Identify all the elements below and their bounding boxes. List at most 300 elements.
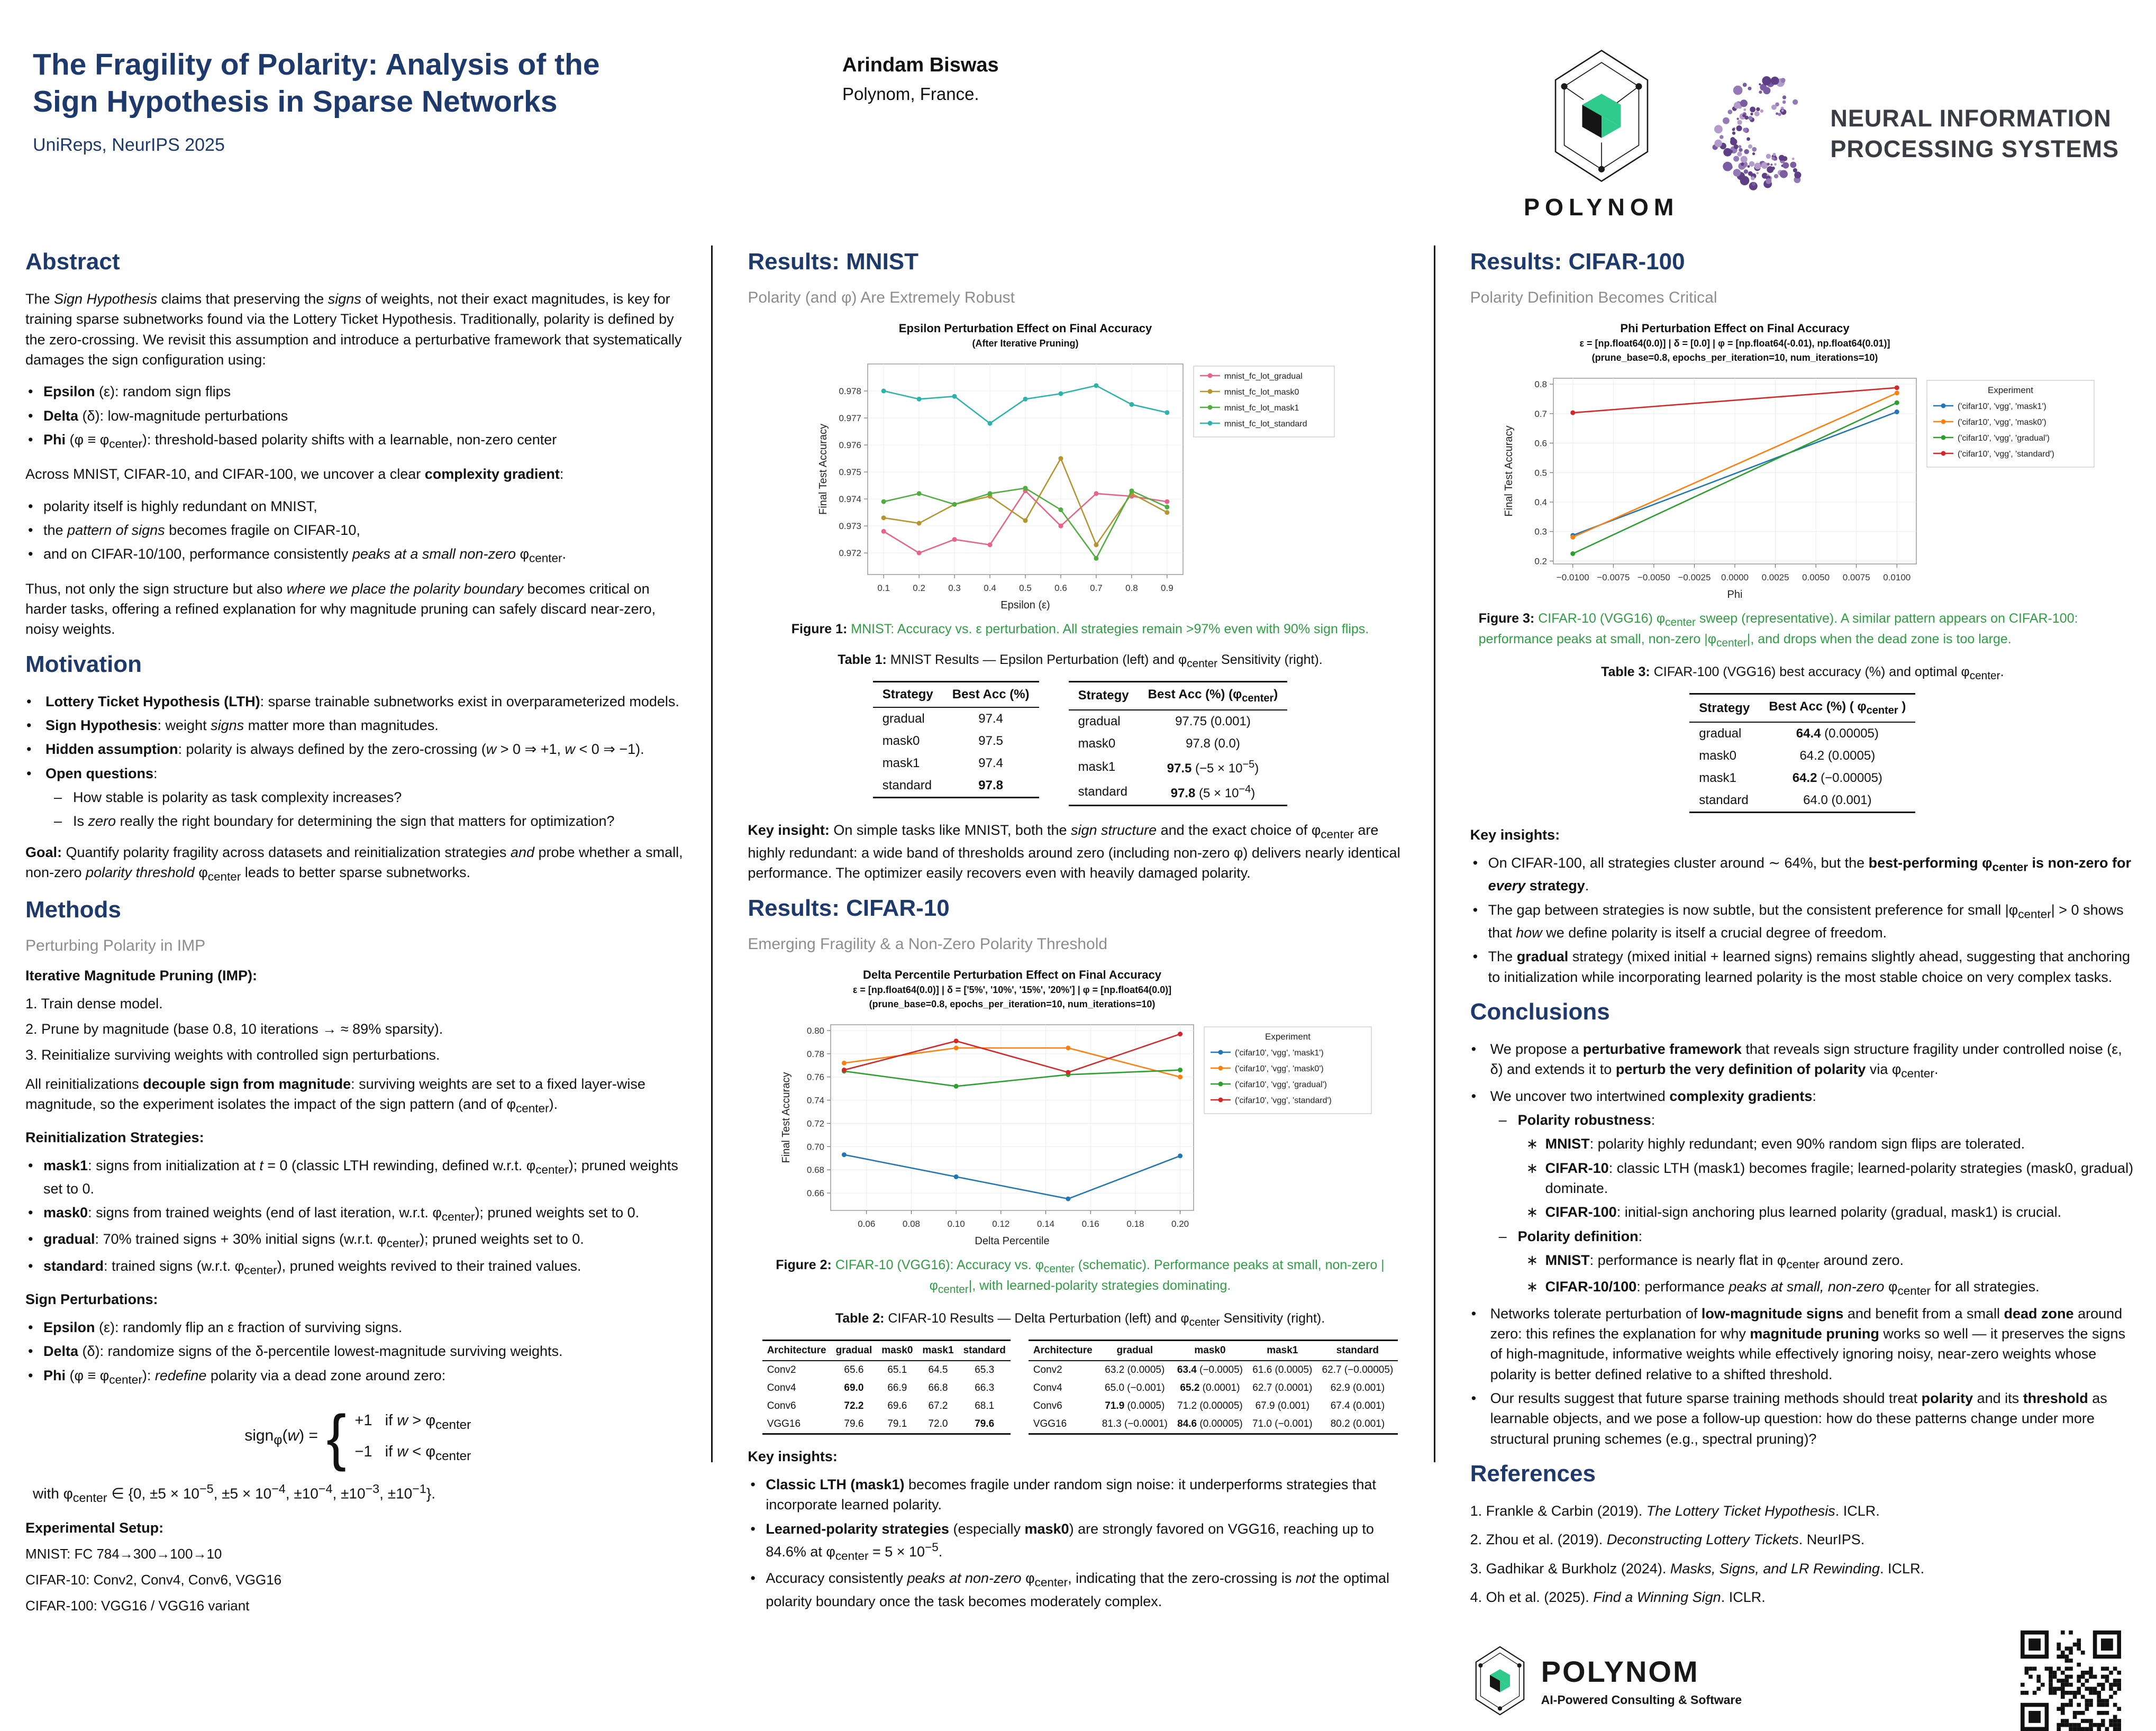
footer-polynom-text xyxy=(1541,1654,1742,1707)
abstract-heading: Abstract xyxy=(25,249,120,275)
venue: UniReps, NeurIPS 2025 xyxy=(33,135,225,156)
table-cell: 97.75 (0.001) xyxy=(1175,714,1251,728)
table-row xyxy=(1069,733,1288,755)
table-row xyxy=(762,1361,1011,1379)
table-cell: 79.6 xyxy=(844,1418,864,1430)
table-2-caption xyxy=(754,1311,1406,1329)
svg-text:ε = [np.float64(0.0)] | δ = [': ε = [np.float64(0.0)] | δ = ['5%', '10%', '15%', '20%'] | φ = [np.float64(0.0)] xyxy=(853,984,1172,995)
svg-text:0.8: 0.8 xyxy=(1534,379,1547,390)
table-row xyxy=(762,1397,1011,1415)
svg-text:0.4: 0.4 xyxy=(1534,497,1547,507)
logos xyxy=(1524,47,2119,221)
table-mnist-phi-sensitivity xyxy=(1069,681,1288,806)
table-cell: 71.0 (−0.001) xyxy=(1252,1418,1313,1430)
svg-text:0.7: 0.7 xyxy=(1534,408,1547,419)
svg-text:('cifar10', 'vgg', 'mask1'): ('cifar10', 'vgg', 'mask1') xyxy=(1957,402,2046,411)
table-row xyxy=(1689,767,1915,789)
author-name: Arindam Biswas xyxy=(842,54,999,76)
svg-text:0.78: 0.78 xyxy=(807,1049,825,1059)
list-item: 1. Frankle & Carbin (2019). The Lottery Ticket Hypothesis. ICLR. xyxy=(1470,1502,1880,1519)
table-cell: mask0 xyxy=(1699,749,1736,763)
table-header-cell: Architecture xyxy=(1029,1341,1097,1361)
table-cell: 62.9 (0.001) xyxy=(1330,1382,1385,1394)
text-line: CIFAR-10: Conv2, Conv4, Conv6, VGG16 xyxy=(25,1572,282,1588)
figure-1-caption xyxy=(756,620,1404,639)
svg-text:0.08: 0.08 xyxy=(903,1218,921,1229)
perturbation-bullets xyxy=(25,1317,690,1388)
list-item: • On CIFAR-100, all strategies cluster around ∼ 64%, but the best-performing $\varphi_{center}$ is non-zero for every strategy. xyxy=(1470,853,2135,896)
list-item: ∗ MNIST: performance is nearly flat in $\varphi_{center}$ around zero. xyxy=(1526,1252,1904,1271)
table-cell: standard xyxy=(1699,793,1749,808)
table-cell: 97.8 xyxy=(978,778,1003,792)
svg-text:0.66: 0.66 xyxy=(807,1188,825,1198)
table-row xyxy=(1069,755,1288,780)
table-cell: Conv2 xyxy=(767,1364,796,1376)
table-cell: 81.3 (−0.0001) xyxy=(1102,1418,1168,1430)
mnist-key-insight: Key insight: On simple tasks like MNIST, both the sign structure and the exact choice of $\varphi_{center}$ are highly redundant: a wide band of thresholds around zero (including non-zero φ) delivers nearly identical performance. The optimizer easily recovers even with heavily damaged polarity. xyxy=(748,822,1400,881)
table-cell: Conv6 xyxy=(767,1400,796,1412)
column-left xyxy=(0,245,711,1614)
cifar100-key-insights xyxy=(1470,853,2135,987)
list-item: • Lottery Ticket Hypothesis (LTH): sparse trainable subnetworks exist in overparameterized models. xyxy=(26,693,679,709)
svg-text:0.9: 0.9 xyxy=(1161,583,1174,593)
table-header-cell: mask1 xyxy=(1248,1341,1317,1361)
table-cell: mask0 xyxy=(882,734,920,748)
figure-2-chart xyxy=(748,966,1412,1252)
svg-text:Final Test Accuracy: Final Test Accuracy xyxy=(780,1072,793,1163)
table-row xyxy=(873,730,1039,752)
table-cell: 69.6 xyxy=(887,1400,907,1412)
svg-text:Experiment: Experiment xyxy=(1987,385,2033,395)
svg-text:Phi Perturbation Effect on Fin: Phi Perturbation Effect on Final Accuracy xyxy=(1620,322,1850,335)
svg-text:Delta Percentile: Delta Percentile xyxy=(975,1235,1050,1247)
title-line-2: Sign Hypothesis in Sparse Networks xyxy=(33,84,558,119)
table-row xyxy=(873,775,1039,798)
svg-text:('cifar10', 'vgg', 'standard'): ('cifar10', 'vgg', 'standard') xyxy=(1235,1096,1332,1105)
chart-cifar100-phi xyxy=(1498,320,2107,605)
table-cell: 97.8 (0.0) xyxy=(1186,736,1240,751)
svg-text:0.1: 0.1 xyxy=(877,583,890,593)
svg-text:0.12: 0.12 xyxy=(992,1218,1010,1229)
table-cifar10-phi-sensitivity xyxy=(1029,1340,1398,1435)
table-cell: 97.5 xyxy=(978,734,1003,748)
svg-text:mnist_fc_lot_standard: mnist_fc_lot_standard xyxy=(1224,420,1308,429)
svg-text:mnist_fc_lot_mask0: mnist_fc_lot_mask0 xyxy=(1224,388,1299,397)
cifar10-key-insights xyxy=(748,1474,1412,1611)
reinit-heading: Reinitialization Strategies: xyxy=(25,1129,204,1146)
table-cell: 71.2 (0.00005) xyxy=(1177,1400,1243,1412)
svg-text:0.3: 0.3 xyxy=(948,583,961,593)
table-row xyxy=(873,752,1039,775)
table-row xyxy=(1689,789,1915,813)
svg-text:('cifar10', 'vgg', 'gradual'): ('cifar10', 'vgg', 'gradual') xyxy=(1235,1080,1327,1089)
svg-text:0.72: 0.72 xyxy=(807,1118,825,1129)
conclusions-list xyxy=(1470,1039,2135,1449)
list-item: • standard: trained signs (w.r.t. $\varphi_{center}$), pruned weights revived to their trained values. xyxy=(25,1256,690,1279)
table-cell: 64.0 (0.001) xyxy=(1803,793,1872,808)
column-middle xyxy=(711,245,1433,1609)
table-cell: 65.0 (−0.001) xyxy=(1105,1382,1165,1394)
reinit-bullets xyxy=(25,1155,690,1279)
table-1-caption-text: MNIST Results — Epsilon Perturbation (left) and $\varphi_{center}$ Sensitivity (right). xyxy=(890,652,1323,670)
table-cell: 62.7 (−0.00005) xyxy=(1322,1364,1394,1376)
list-item: • Accuracy consistently peaks at non-zero $\varphi_{center}$, indicating that the zero-crossing is not the optimal polarity boundary once the task becomes moderately complex. xyxy=(748,1568,1412,1611)
title-block xyxy=(33,47,774,156)
table-cell: 63.4 (−0.0005) xyxy=(1177,1364,1243,1376)
table-header-cell: gradual xyxy=(831,1341,877,1361)
neurips-text-line1: NEURAL INFORMATION xyxy=(1830,104,2112,132)
references-list xyxy=(1470,1501,2135,1607)
table-row xyxy=(1689,722,1915,745)
table-row xyxy=(1029,1397,1398,1415)
table-header-cell: standard xyxy=(959,1341,1011,1361)
figure-3-label: Figure 3: xyxy=(1478,611,1535,626)
table-row xyxy=(1069,710,1288,733)
text-line: +1 if $w > \varphi_{center}$ xyxy=(354,1411,471,1432)
cifar100-key-insights-heading: Key insights: xyxy=(1470,827,1560,843)
table-2-label: Table 2: xyxy=(835,1311,885,1326)
table-cell: 62.7 (0.0001) xyxy=(1252,1382,1313,1394)
table-cifar10-delta xyxy=(762,1340,1011,1435)
results-cifar10-heading: Results: CIFAR-10 xyxy=(748,895,950,921)
data-table xyxy=(762,1340,1011,1435)
table-row xyxy=(873,707,1039,730)
svg-text:Delta Percentile Perturbation: Delta Percentile Perturbation Effect on Final Accuracy xyxy=(863,968,1162,981)
table-2-caption-text: CIFAR-10 Results — Delta Perturbation (left) and $\varphi_{center}$ Sensitivity (right). xyxy=(888,1311,1325,1329)
table-cell: mask1 xyxy=(882,756,920,770)
list-item: ∗ CIFAR-100: initial-sign anchoring plus learned polarity (gradual, mask1) is crucial. xyxy=(1526,1204,2062,1220)
table-cell: 67.4 (0.001) xyxy=(1330,1400,1385,1412)
list-item: 2. Zhou et al. (2019). Deconstructing Lottery Tickets. NeurIPS. xyxy=(1470,1532,1865,1548)
svg-text:0.7: 0.7 xyxy=(1090,583,1103,593)
polynom-hexagon-icon xyxy=(1549,47,1654,185)
svg-text:(prune_base=0.8, epochs_per_it: (prune_base=0.8, epochs_per_iteration=10, num_iterations=10) xyxy=(1591,352,1878,363)
references-heading: References xyxy=(1470,1460,1596,1487)
list-item: • Learned-polarity strategies (especially mask0) are strongly favored on VGG16, reaching up to 84.6% at $\varphi_{center} = 5 \times 10^{-5}$. xyxy=(748,1519,1412,1565)
svg-text:Final Test Accuracy: Final Test Accuracy xyxy=(1503,425,1515,517)
table-cell: 64.2 (−0.00005) xyxy=(1792,771,1882,786)
setup-lines xyxy=(25,1546,690,1614)
footer-polynom-name: POLYNOM xyxy=(1541,1655,1699,1689)
svg-text:0.976: 0.976 xyxy=(839,440,862,451)
figure-1-label: Figure 1: xyxy=(791,622,848,636)
neurips-logo-text xyxy=(1830,103,2119,165)
svg-text:0.0050: 0.0050 xyxy=(1802,572,1830,582)
table-header-cell: mask1 xyxy=(917,1341,958,1361)
list-item: • Phi $(\varphi \equiv \varphi_{center})$: threshold-based polarity shifts with a learnable, non-zero center xyxy=(25,430,690,452)
list-item: • Phi $(\varphi \equiv \varphi_{center})$: redefine polarity via a dead zone around zero: xyxy=(25,1365,690,1388)
imp-steps xyxy=(25,994,690,1065)
table-cell: 64.4 (0.00005) xyxy=(1796,726,1879,741)
figure-1-chart xyxy=(748,320,1412,616)
svg-text:0.6: 0.6 xyxy=(1054,583,1068,593)
table-mnist-epsilon xyxy=(873,681,1039,798)
list-item: ∗ CIFAR-10/100: performance peaks at small, non-zero $\varphi_{center}$ for all strategies. xyxy=(1526,1279,2040,1298)
svg-text:('cifar10', 'vgg', 'standard'): ('cifar10', 'vgg', 'standard') xyxy=(1957,450,2054,459)
page-title xyxy=(33,47,774,120)
list-item: • polarity itself is highly redundant on MNIST, xyxy=(25,496,690,516)
table-cell: 61.6 (0.0005) xyxy=(1252,1364,1313,1376)
svg-text:0.972: 0.972 xyxy=(839,548,862,559)
svg-text:mnist_fc_lot_gradual: mnist_fc_lot_gradual xyxy=(1224,372,1303,381)
footer-polynom-tagline: AI-Powered Consulting & Software xyxy=(1541,1693,1742,1707)
table-cell: Conv4 xyxy=(767,1382,796,1394)
list-item: • Delta (δ): randomize signs of the δ-percentile lowest-magnitude surviving weights. xyxy=(25,1341,690,1361)
svg-text:0.8: 0.8 xyxy=(1125,583,1139,593)
list-item: • gradual: 70% trained signs + 30% initial signs (w.r.t. $\varphi_{center}$); pruned weights set to 0. xyxy=(25,1229,690,1252)
list-item: • We uncover two intertwined complexity gradients: xyxy=(1471,1088,1816,1104)
table-cell: 67.9 (0.001) xyxy=(1255,1400,1310,1412)
list-item: • Networks tolerate perturbation of low-magnitude signs and benefit from a small dead zone around zero: this refines the explanation for why magnitude pruning works so well — it preserves the signs of high-magnitude, informative weights while effectively ignoring noisy, near-zero weights whose polarity is better defined relative to a shifted threshold. xyxy=(1471,1305,2126,1382)
table-header-cell: Architecture xyxy=(762,1341,831,1361)
author-affiliation: Polynom, France. xyxy=(842,84,979,104)
goal-paragraph: Goal: Quantify polarity fragility across datasets and reinitialization strategies and probe whether a small, non-zero polarity threshold $\varphi_{center}$ leads to better sparse subnetworks. xyxy=(25,844,683,883)
svg-text:0.06: 0.06 xyxy=(858,1218,876,1229)
table-cell: 65.2 (0.0001) xyxy=(1180,1382,1240,1394)
svg-text:mnist_fc_lot_mask1: mnist_fc_lot_mask1 xyxy=(1224,404,1299,413)
svg-text:0.4: 0.4 xyxy=(984,583,997,593)
svg-text:0.973: 0.973 xyxy=(839,521,862,532)
text-line: 2. Prune by magnitude (base 0.8, 10 iterations → ≈ 89% sparsity). xyxy=(25,1021,443,1037)
svg-text:0.80: 0.80 xyxy=(807,1025,825,1036)
table-cell: mask0 xyxy=(1078,736,1116,751)
table-cell: mask1 xyxy=(1699,771,1736,786)
list-item: • Our results suggest that future sparse training methods should treat polarity and its threshold as learnable objects, and we pose a follow-up question: how do these patterns change under more structural pruning schemes (e.g., spectral pruning)? xyxy=(1471,1390,2107,1447)
data-table xyxy=(1689,693,1915,813)
svg-text:0.0075: 0.0075 xyxy=(1842,572,1870,582)
data-table xyxy=(1029,1340,1398,1435)
list-item: ∗ CIFAR-10: classic LTH (mask1) becomes fragile; learned-polarity strategies (mask0, gradual) dominate. xyxy=(1526,1160,2134,1197)
table-row xyxy=(762,1379,1011,1397)
svg-text:Experiment: Experiment xyxy=(1265,1031,1311,1042)
text-line: −1 if $w < \varphi_{center}$ xyxy=(354,1443,471,1463)
table-header-cell: mask0 xyxy=(1172,1341,1248,1361)
decouple-paragraph: All reinitializations decouple sign from magnitude: surviving weights are set to a fixed layer-wise magnitude, so the experiment isolates the impact of the sign pattern (and of $\varphi_{center}$). xyxy=(25,1076,645,1115)
list-item: • The gradual strategy (mixed initial + learned signs) remains slightly ahead, suggesting that anchoring to initialization while incorporating learned polarity is the most stable choice on very complex tasks. xyxy=(1470,946,2135,987)
phi-set-line: with $\varphi_{center}$ ∈ {0, $\pm 5 \times 10^{-5}$, $\pm 5 \times 10^{-4}$, $\pm 10^{-4}$, $\pm 10^{-3}$, $\pm 10^{-1}$}. xyxy=(33,1482,435,1505)
list-item: • Epsilon (ε): random sign flips xyxy=(25,381,690,402)
svg-text:0.6: 0.6 xyxy=(1534,438,1547,449)
svg-text:0.5: 0.5 xyxy=(1534,468,1547,478)
figure-1-caption-text: MNIST: Accuracy vs. ε perturbation. All strategies remain >97% even with 90% sign flips. xyxy=(851,622,1369,636)
table-1-row xyxy=(748,681,1412,806)
table-cifar100-best-acc xyxy=(1689,693,1915,813)
results-mnist-subtitle: Polarity (and φ) Are Extremely Robust xyxy=(748,289,1015,306)
list-item: • the pattern of signs becomes fragile on CIFAR-10, xyxy=(25,520,690,540)
svg-text:0.0025: 0.0025 xyxy=(1761,572,1789,582)
table-cell: 68.1 xyxy=(975,1400,995,1412)
polynom-logo-text: POLYNOM xyxy=(1524,194,1679,221)
text-line: MNIST: FC 784→300→100→10 xyxy=(25,1546,222,1562)
footer xyxy=(1470,1630,2135,1731)
list-item: • mask0: signs from trained weights (end of last iteration, w.r.t. $\varphi_{center}$); pruned weights set to 0. xyxy=(25,1202,690,1225)
author-block xyxy=(842,54,999,104)
table-header-cell: gradual xyxy=(1097,1341,1172,1361)
header xyxy=(0,0,2156,221)
figure-3-caption-text: CIFAR-10 (VGG16) $\varphi_{center}$ sweep (representative). A similar pattern appears on CIFAR-100: performance peaks at small, non-zero $|\varphi_{center}|$, and drops when the dead zone is too large. xyxy=(1478,611,2078,650)
svg-text:0.5: 0.5 xyxy=(1019,583,1032,593)
table-cell: 64.2 (0.0005) xyxy=(1799,749,1876,763)
table-cell: 66.9 xyxy=(887,1382,907,1394)
methods-heading: Methods xyxy=(25,897,121,923)
methods-subtitle: Perturbing Polarity in IMP xyxy=(25,937,206,955)
table-cell: 66.3 xyxy=(975,1382,995,1394)
table-1-caption xyxy=(754,652,1406,670)
svg-text:0.14: 0.14 xyxy=(1037,1218,1055,1229)
results-mnist-heading: Results: MNIST xyxy=(748,249,919,275)
table-cell: 79.6 xyxy=(975,1418,995,1430)
table-cell: 67.2 xyxy=(928,1400,948,1412)
svg-text:(After Iterative Pruning): (After Iterative Pruning) xyxy=(972,338,1079,349)
table-row xyxy=(1029,1361,1398,1379)
svg-text:0.10: 0.10 xyxy=(948,1218,966,1229)
text-line: 3. Reinitialize surviving weights with controlled sign perturbations. xyxy=(25,1046,440,1063)
list-item: • mask1: signs from initialization at t = 0 (classic LTH rewinding, defined w.r.t. $\varphi_{center}$); pruned weights set to 0. xyxy=(25,1155,690,1199)
table-cell: 65.3 xyxy=(975,1364,995,1376)
table-header-cell: Strategy xyxy=(873,682,943,708)
column-right xyxy=(1434,245,2156,1707)
figure-3-caption xyxy=(1479,609,2126,651)
abstract-paragraph-1: The Sign Hypothesis claims that preserving the signs of weights, not their exact magnitudes, is key for training sparse subnetworks found via the Lottery Ticket Hypothesis. Traditionally, polarity is defined by the zero-crossing. We revisit this assumption and introduce a perturbative framework that systematically damages the sign configuration using: xyxy=(25,291,682,368)
table-header-cell: mask0 xyxy=(877,1341,917,1361)
table-cell: mask1 xyxy=(1078,760,1116,775)
list-item: • The gap between strategies is now subtle, but the consistent preference for small $|\varphi_{center}| > 0$ shows that how we define polarity is itself a crucial degree of freedom. xyxy=(1470,900,2135,943)
title-line-1: The Fragility of Polarity: Analysis of the xyxy=(33,48,600,81)
table-cell: Conv4 xyxy=(1033,1382,1062,1394)
setup-heading: Experimental Setup: xyxy=(25,1520,164,1536)
table-cell: gradual xyxy=(1699,726,1742,741)
table-1-label: Table 1: xyxy=(838,652,887,667)
list-item: • and on CIFAR-10/100, performance consistently peaks at a small non-zero $\varphi_{center}$. xyxy=(25,544,690,567)
svg-text:0.3: 0.3 xyxy=(1534,526,1547,537)
svg-text:0.974: 0.974 xyxy=(839,494,862,505)
list-item: 3. Gadhikar & Burkholz (2024). Masks, Signs, and LR Rewinding. ICLR. xyxy=(1470,1560,1925,1577)
abstract-paragraph-3: Thus, not only the sign structure but also where we place the polarity boundary becomes critical on harder tasks, offering a refined explanation for why magnitude pruning can safely discard near-zero, noisy weights. xyxy=(25,580,656,637)
results-cifar100-heading: Results: CIFAR-100 xyxy=(1470,249,1685,275)
table-row xyxy=(1029,1379,1398,1397)
perturbations-heading: Sign Perturbations: xyxy=(25,1291,158,1307)
neurips-text-line2: PROCESSING SYSTEMS xyxy=(1830,135,2119,162)
figure-2-caption-text: CIFAR-10 (VGG16): Accuracy vs. $\varphi_{center}$ (schematic). Performance peaks at small, non-zero $|\varphi_{center}|$, with learned-polarity strategies dominating. xyxy=(835,1257,1385,1296)
table-header-cell: Strategy xyxy=(1069,682,1139,710)
list-item: – How stable is polarity as task complexity increases? xyxy=(54,789,402,805)
chart-mnist-epsilon xyxy=(813,320,1347,616)
list-item: • Hidden assumption: polarity is always defined by the zero-crossing (w > 0 ⇒ +1, w < 0 ⇒ −1). xyxy=(26,741,644,758)
data-table xyxy=(873,681,1039,798)
svg-text:0.2: 0.2 xyxy=(913,583,926,593)
text-line: 1. Train dense model. xyxy=(25,996,163,1012)
data-table xyxy=(1069,681,1288,806)
cifar10-key-insights-heading: Key insights: xyxy=(748,1448,838,1465)
table-cell: 71.9 (0.0005) xyxy=(1105,1400,1165,1412)
list-item: • We propose a perturbative framework that reveals sign structure fragility under controlled noise (ε, δ) and extends it to perturb the very definition of polarity via $\varphi_{center}$. xyxy=(1471,1041,2122,1080)
poster-body xyxy=(0,245,2156,1707)
svg-text:0.2: 0.2 xyxy=(1534,556,1547,567)
results-cifar100-subtitle: Polarity Definition Becomes Critical xyxy=(1470,289,1717,306)
svg-text:0.977: 0.977 xyxy=(839,413,862,424)
conclusions-heading: Conclusions xyxy=(1470,999,1610,1025)
svg-text:Phi: Phi xyxy=(1727,589,1743,600)
list-item: • Epsilon (ε): randomly flip an ε fraction of surviving signs. xyxy=(25,1317,690,1337)
table-cell: standard xyxy=(882,778,932,792)
svg-text:−0.0100: −0.0100 xyxy=(1556,572,1589,582)
svg-text:Final Test Accuracy: Final Test Accuracy xyxy=(817,424,830,515)
table-cell: Conv6 xyxy=(1033,1400,1062,1412)
table-cell: 65.6 xyxy=(844,1364,864,1376)
svg-text:−0.0050: −0.0050 xyxy=(1637,572,1670,582)
table-cell: 64.5 xyxy=(928,1364,948,1376)
figure-3-chart xyxy=(1470,320,2135,605)
svg-text:(prune_base=0.8, epochs_per_it: (prune_base=0.8, epochs_per_iteration=10, num_iterations=10) xyxy=(869,998,1156,1009)
abstract-paragraph-2: Across MNIST, CIFAR-10, and CIFAR-100, we uncover a clear complexity gradient: xyxy=(25,466,564,482)
motivation-heading: Motivation xyxy=(25,651,142,677)
svg-text:0.978: 0.978 xyxy=(839,386,862,397)
svg-text:Epsilon Perturbation Effect on: Epsilon Perturbation Effect on Final Accuracy xyxy=(899,322,1152,335)
list-item: • Sign Hypothesis: weight signs matter more than magnitudes. xyxy=(26,717,439,733)
table-row xyxy=(1069,780,1288,806)
list-item: • Classic LTH (mask1) becomes fragile under random sign noise: it underperforms strategies that incorporate learned polarity. xyxy=(748,1474,1412,1515)
table-cell: 69.0 xyxy=(844,1382,864,1394)
table-cell: gradual xyxy=(882,712,925,726)
table-cell: 63.2 (0.0005) xyxy=(1105,1364,1165,1376)
footer-polynom-logo xyxy=(1472,1645,1742,1717)
table-row xyxy=(762,1415,1011,1434)
table-cell: standard xyxy=(1078,785,1127,799)
text-line: CIFAR-100: VGG16 / VGG16 variant xyxy=(25,1598,250,1614)
list-item: – Polarity robustness: xyxy=(1498,1112,1655,1128)
table-cell: 84.6 (0.00005) xyxy=(1177,1418,1243,1430)
table-3-caption-text: CIFAR-100 (VGG16) best accuracy (%) and optimal $\varphi_{center}$. xyxy=(1653,664,2004,682)
svg-text:0.0000: 0.0000 xyxy=(1721,572,1749,582)
equation-brace: { xyxy=(326,1402,347,1472)
table-cell: 72.2 xyxy=(844,1400,864,1412)
chart-cifar10-delta xyxy=(776,966,1384,1252)
svg-text:0.975: 0.975 xyxy=(839,467,862,478)
table-cell: 65.1 xyxy=(887,1364,907,1376)
list-item: ∗ MNIST: polarity highly redundant; even 90% random sign flips are tolerated. xyxy=(1526,1136,2025,1152)
svg-text:('cifar10', 'vgg', 'gradual'): ('cifar10', 'vgg', 'gradual') xyxy=(1957,434,2050,443)
abstract-bullets-1 xyxy=(25,381,690,452)
svg-text:0.18: 0.18 xyxy=(1126,1218,1144,1229)
table-3-row xyxy=(1470,693,2135,813)
svg-text:Epsilon (ε): Epsilon (ε) xyxy=(1000,599,1051,611)
table-2-row xyxy=(748,1340,1412,1435)
table-cell: Conv2 xyxy=(1033,1364,1062,1376)
table-cell: 97.8 $(5 \times 10^{-4})$ xyxy=(1170,783,1256,800)
svg-text:−0.0025: −0.0025 xyxy=(1678,572,1711,582)
table-cell: 79.1 xyxy=(887,1418,907,1430)
table-header-cell: Strategy xyxy=(1689,694,1759,722)
table-header-cell: standard xyxy=(1317,1341,1398,1361)
table-cell: 80.2 (0.001) xyxy=(1330,1418,1385,1430)
table-cell: 97.4 xyxy=(978,756,1003,770)
svg-text:0.16: 0.16 xyxy=(1082,1218,1100,1229)
list-item: 4. Oh et al. (2025). Find a Winning Sign. ICLR. xyxy=(1470,1589,1766,1605)
figure-2-caption xyxy=(756,1256,1404,1297)
list-item: • Open questions: xyxy=(26,765,158,781)
equation-lhs: sign$_\varphi$(w) = xyxy=(244,1426,318,1447)
svg-text:('cifar10', 'vgg', 'mask1'): ('cifar10', 'vgg', 'mask1') xyxy=(1235,1048,1324,1058)
neurips-swirl-icon xyxy=(1708,68,1830,200)
table-cell: gradual xyxy=(1078,714,1121,728)
svg-text:0.70: 0.70 xyxy=(807,1142,825,1152)
results-cifar10-subtitle: Emerging Fragility & a Non-Zero Polarity Threshold xyxy=(748,935,1108,953)
neurips-logo xyxy=(1708,68,2119,200)
table-cell: VGG16 xyxy=(1033,1418,1067,1430)
svg-text:0.0100: 0.0100 xyxy=(1883,572,1911,582)
motivation-list xyxy=(25,691,690,832)
table-header-cell: Best Acc (%) xyxy=(943,682,1039,708)
